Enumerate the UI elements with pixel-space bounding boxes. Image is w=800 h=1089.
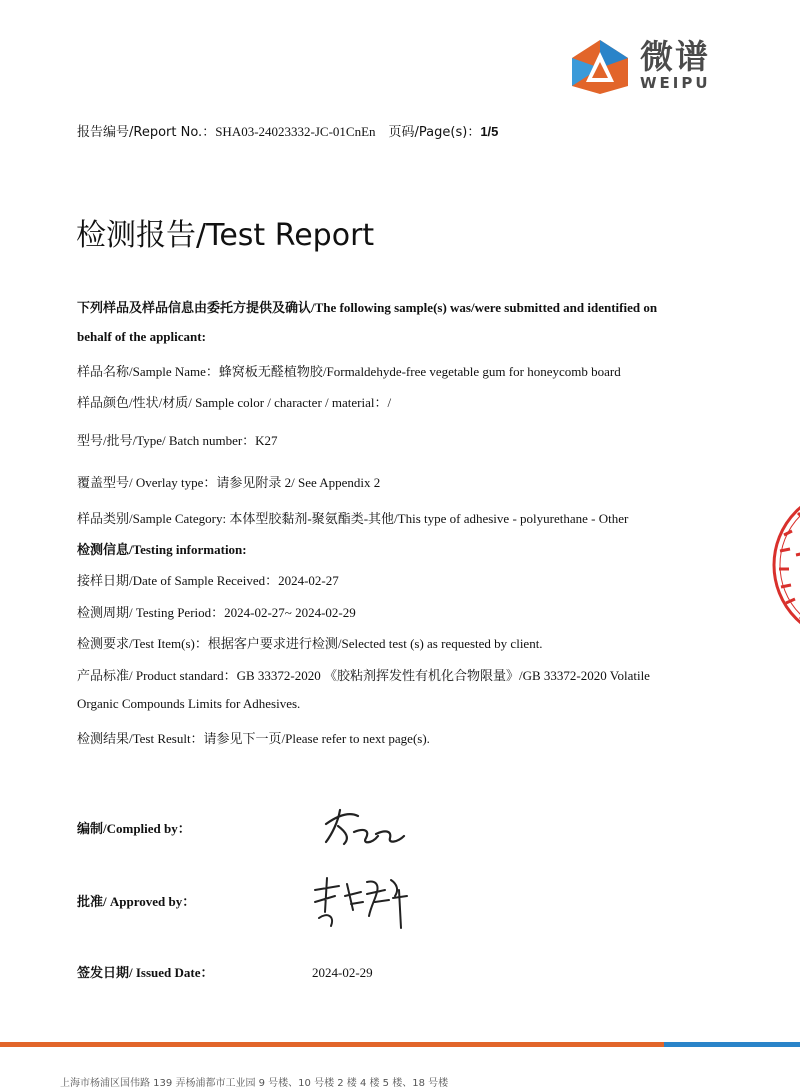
test-result: 检测结果/Test Result：请参见下一页/Please refer to next page(s).	[77, 731, 430, 746]
report-number-line	[77, 121, 498, 140]
issued-label: 签发日期/ Issued Date：	[77, 965, 214, 980]
testing-info-heading: 检测信息/Testing information:	[77, 542, 247, 557]
complied-label: 编制/Complied by：	[77, 821, 191, 836]
footer-address: 上海市杨浦区国伟路 139 弄杨浦都市工业园 9 号楼、10 号楼 2 楼 4 楼 5 楼、18 号楼	[60, 1078, 449, 1089]
overlay-type: 覆盖型号/ Overlay type：请参见附录 2/ See Appendix 2	[77, 475, 381, 490]
approver-signature-icon	[305, 872, 415, 934]
date-received: 接样日期/Date of Sample Received：2024-02-27	[77, 573, 339, 588]
sample-name: 样品名称/Sample Name：蜂窝板无醛植物胶/Formaldehyde-free vegetable gum for honeycomb board	[77, 364, 621, 379]
page-label: 页码/Page(s)：	[388, 125, 481, 140]
issued-date: 2024-02-29	[312, 965, 373, 980]
product-standard-cont: Organic Compounds Limits for Adhesives.	[77, 696, 301, 711]
test-items: 检测要求/Test Item(s)：根据客户要求进行检测/Selected test (s) as requested by client.	[77, 636, 543, 651]
page-value: 1/5	[480, 124, 499, 139]
sample-color: 样品颜色/性状/材质/ Sample color / character / material：/	[77, 395, 392, 410]
report-no-value: SHA03-24023332-JC-01CnEn	[215, 124, 376, 139]
brand-name-en: WEIPU	[640, 74, 711, 92]
report-no-label: 报告编号/Report No.：	[77, 125, 216, 140]
intro-line-2: behalf of the applicant:	[77, 329, 206, 344]
testing-period: 检测周期/ Testing Period：2024-02-27~ 2024-02-29	[77, 605, 356, 620]
company-seal-icon	[770, 485, 800, 645]
sample-category: 样品类别/Sample Category: 本体型胶黏剂-聚氨酯类-其他/This type of adhesive - polyurethane - Other	[77, 511, 629, 526]
footer-bar-blue	[664, 1042, 800, 1047]
product-standard: 产品标准/ Product standard：GB 33372-2020 《胶粘剂挥发性有机化合物限量》/GB 33372-2020 Volatile	[77, 668, 650, 683]
sample-batch: 型号/批号/Type/ Batch number：K27	[77, 433, 278, 448]
brand-name-cn: 微谱	[640, 37, 710, 76]
approved-label: 批准/ Approved by：	[77, 894, 196, 909]
page-title: 检测报告/Test Report	[76, 218, 375, 253]
complier-signature-icon	[320, 804, 410, 848]
intro-line-1: 下列样品及样品信息由委托方提供及确认/The following sample(s) was/were submitted and identified on	[77, 300, 658, 315]
weipu-logo-icon	[570, 38, 630, 96]
